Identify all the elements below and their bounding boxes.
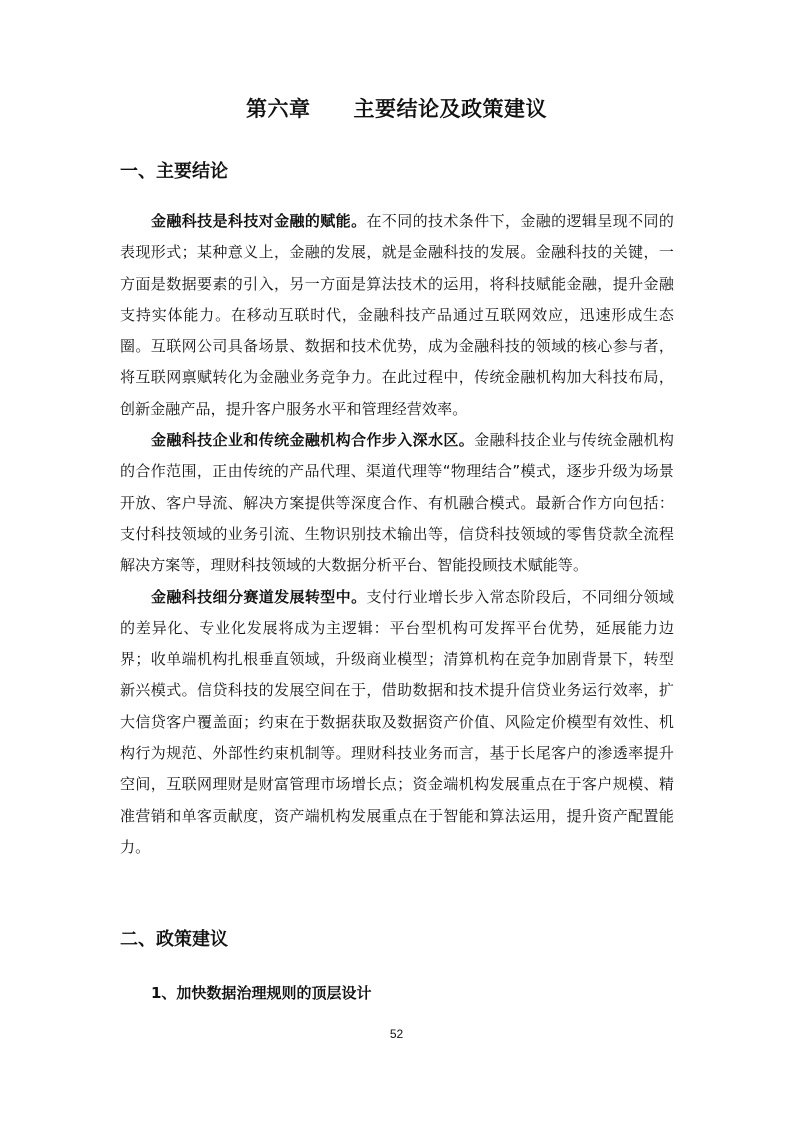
paragraph-cooperation bbox=[120, 425, 674, 581]
section-heading-policy-suggestions: 二、政策建议 bbox=[120, 929, 228, 950]
paragraph-text: 在不同的技术条件下，金融的逻辑呈现不同的表现形式；某种意义上，金融的发展，就是金融科技的发展。金融科技的关键，一方面是数据要素的引入，另一方面是算法技术的运用，将科技赋能金融，提升金融支持实体能力。在移动互联时代，金融科技产品通过互联网效应，迅速形成生态圈。互联网公司具备场景、数据和技术优势，成为金融科技的领域的核心参与者，将互联网禀赋转化为金融业务竞争力。在此过程中，传统金融机构加大科技布局，创新金融产品，提升客户服务水平和管理经营效率。 bbox=[120, 212, 674, 418]
paragraph-segments-transformation bbox=[120, 582, 674, 864]
subheading-data-governance: 1、加快数据治理规则的顶层设计 bbox=[151, 984, 372, 1002]
paragraph-lead: 金融科技企业和传统金融机构合作步入深水区。 bbox=[151, 431, 475, 450]
body-text bbox=[120, 206, 674, 863]
chapter-title: 第六章 主要结论及政策建议 bbox=[246, 97, 547, 121]
paragraph-fintech-empowerment bbox=[120, 206, 674, 425]
paragraph-text: 金融科技企业与传统金融机构的合作范围，正由传统的产品代理、渠道代理等“物理结合”模式，逐步升级为场景开放、客户导流、解决方案提供等深度合作、有机融合模式。最新合作方向包括：支付科技领域的业务引流、生物识别技术输出等，信贷科技领域的零售贷款全流程解决方案等，理财科技领域的大数据分析平台、智能投顾技术赋能等。 bbox=[120, 431, 674, 575]
paragraph-lead: 金融科技细分赛道发展转型中。 bbox=[151, 587, 367, 606]
paragraph-lead: 金融科技是科技对金融的赋能。 bbox=[151, 212, 367, 230]
page-number: 52 bbox=[389, 1027, 404, 1041]
paragraph-text: 支付行业增长步入常态阶段后，不同细分领域的差异化、专业化发展将成为主逻辑：平台型机构可发挥平台优势，延展能力边界；收单端机构扎根垂直领域，升级商业模型；清算机构在竞争加剧背景下，转型新兴模式。信贷科技的发展空间在于，借助数据和技术提升信贷业务运行效率，扩大信贷客户覆盖面；约束在于数据获取及数据资产价值、风险定价模型有效性、机构行为规范、外部性约束机制等。理财科技业务而言，基于长尾客户的渗透率提升空间，互联网理财是财富管理市场增长点；资金端机构发展重点在于客户规模、精准营销和单客贡献度，资产端机构发展重点在于智能和算法运用，提升资产配置能力。 bbox=[120, 587, 674, 856]
section-heading-main-conclusions: 一、主要结论 bbox=[120, 161, 228, 182]
